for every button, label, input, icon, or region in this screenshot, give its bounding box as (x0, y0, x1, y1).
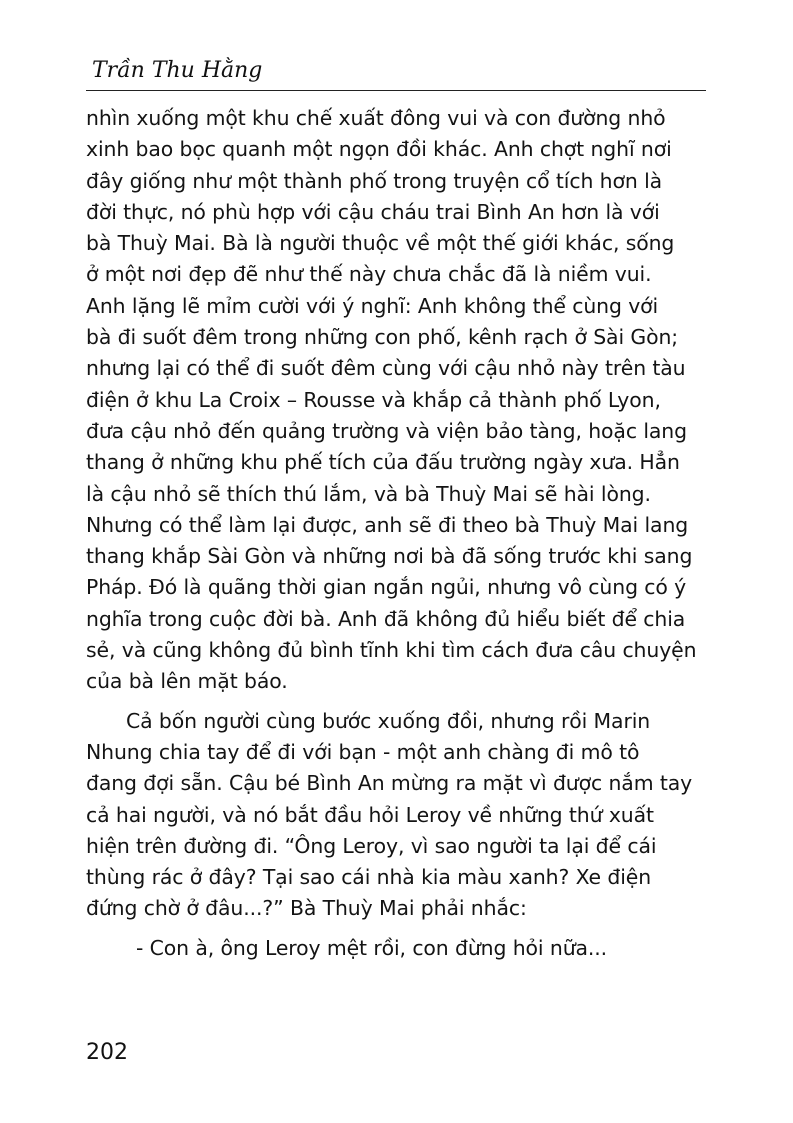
paragraph-gap (86, 925, 716, 933)
text-line: đời thực, nó phù hợp với cậu cháu trai Bình An hơn là với (86, 199, 660, 224)
text-line: đứng chờ ở đâu...?” Bà Thuỳ Mai phải nhắc: (86, 896, 527, 921)
text-line: hiện trên đường đi. “Ông Leroy, vì sao người ta lại để cái (86, 833, 657, 858)
text-line: Nhung chia tay để đi với bạn - một anh chàng đi mô tô (86, 739, 640, 764)
text-line: đang đợi sẵn. Cậu bé Bình An mừng ra mặt vì được nắm tay (86, 771, 693, 796)
text-line: của bà lên mặt báo. (86, 669, 288, 694)
text-line: cả hai người, và nó bắt đầu hỏi Leroy về những thứ xuất (86, 802, 654, 827)
paragraph (86, 706, 716, 925)
text-line: nhưng lại có thể đi suốt đêm cùng với cậu nhỏ này trên tàu (86, 356, 686, 381)
text-line: là cậu nhỏ sẽ thích thú lắm, và bà Thuỳ Mai sẽ hài lòng. (86, 481, 651, 506)
paragraph (86, 103, 716, 698)
paragraph (86, 933, 716, 964)
header-rule (86, 90, 706, 91)
text-line: nghĩa trong cuộc đời bà. Anh đã không đủ hiểu biết để chia (86, 606, 686, 631)
text-line: thang khắp Sài Gòn và những nơi bà đã sống trước khi sang (86, 544, 693, 569)
text-line: bà Thuỳ Mai. Bà là người thuộc về một thế giới khác, sống (86, 231, 675, 256)
text-line: bà đi suốt đêm trong những con phố, kênh rạch ở Sài Gòn; (86, 325, 679, 350)
text-line: sẻ, và cũng không đủ bình tĩnh khi tìm cách đưa câu chuyện (86, 638, 697, 663)
page-number: 202 (86, 1040, 128, 1065)
text-line: Anh lặng lẽ mỉm cười với ý nghĩ: Anh không thể cùng với (86, 293, 659, 318)
text-line: nhìn xuống một khu chế xuất đông vui và con đường nhỏ (86, 106, 666, 130)
text-line: Cả bốn người cùng bước xuống đồi, nhưng rồi Marin (126, 708, 651, 733)
text-line: thùng rác ở đây? Tại sao cái nhà kia màu xanh? Xe điện (86, 865, 652, 890)
text-line: - Con à, ông Leroy mệt rồi, con đừng hỏi nữa... (136, 935, 608, 960)
text-line: xinh bao bọc quanh một ngọn đồi khác. Anh chợt nghĩ nơi (86, 137, 672, 162)
text-line: Nhưng có thể làm lại được, anh sẽ đi theo bà Thuỳ Mai lang (86, 512, 689, 537)
text-line: ở một nơi đẹp đẽ như thế này chưa chắc đã là niềm vui. (86, 262, 652, 287)
body-text (86, 103, 716, 964)
text-line: điện ở khu La Croix – Rousse và khắp cả thành phố Lyon, (86, 387, 661, 412)
text-line: Pháp. Đó là quãng thời gian ngắn ngủi, nhưng vô cùng có ý (86, 575, 687, 600)
running-header-author: Trần Thu Hằng (92, 58, 263, 83)
text-line: thang ở những khu phế tích của đấu trường ngày xưa. Hẳn (86, 450, 680, 475)
text-line: đây giống như một thành phố trong truyện cổ tích hơn là (86, 168, 663, 193)
paragraph-gap (86, 698, 716, 706)
text-line: đưa cậu nhỏ đến quảng trường và viện bảo tàng, hoặc lang (86, 418, 687, 443)
